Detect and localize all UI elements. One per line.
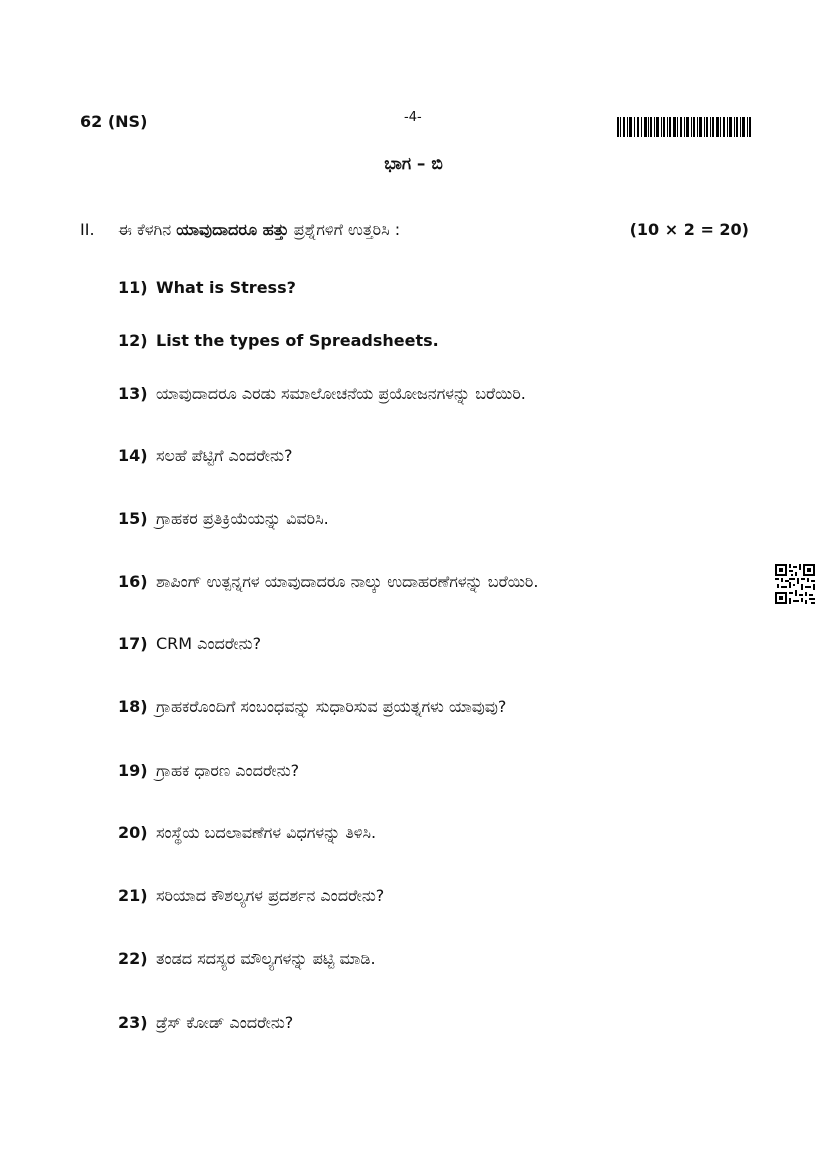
question-text: ಸರಿಯಾದ ಕೌಶಲ್ಯಗಳ ಪ್ರದರ್ಶನ ಎಂದರೇನು? [156, 886, 385, 905]
question-item [118, 278, 296, 297]
question-text: ತಂಡದ ಸದಸ್ಯರ ಮೌಲ್ಯಗಳನ್ನು ಪಟ್ಟಿ ಮಾಡಿ. [156, 949, 376, 968]
question-number: 20) [118, 823, 148, 842]
question-number: 11) [118, 278, 148, 297]
question-number: 22) [118, 949, 148, 968]
question-item [118, 949, 376, 969]
question-number: 21) [118, 886, 148, 905]
question-item [118, 761, 299, 781]
question-item [118, 384, 526, 404]
question-number: 18) [118, 697, 148, 716]
question-item [118, 1013, 293, 1033]
question-text: ಯಾವುದಾದರೂ ಎರಡು ಸಮಾಲೋಚನೆಯ ಪ್ರಯೋಜನಗಳನ್ನು ಬರೆಯಿರಿ. [156, 384, 526, 403]
question-number: 14) [118, 446, 148, 465]
question-text: CRM ಎಂದರೇನು? [156, 634, 262, 653]
question-text: ಗ್ರಾಹಕರ ಪ್ರತಿಕ್ರಿಯೆಯನ್ನು ವಿವರಿಸಿ. [156, 509, 329, 528]
question-item [118, 331, 439, 350]
question-number: 17) [118, 634, 148, 653]
question-number: 12) [118, 331, 148, 350]
question-text: List the types of Spreadsheets. [156, 331, 439, 350]
question-text: ಗ್ರಾಹಕ ಧಾರಣ ಎಂದರೇನು? [156, 761, 300, 780]
question-number: 23) [118, 1013, 148, 1032]
question-text: ಶಾಪಿಂಗ್ ಉತ್ಪನ್ನಗಳ ಯಾವುದಾದರೂ ನಾಲ್ಕು ಉದಾಹರಣೆಗಳನ್ನು ಬರೆಯಿರಿ. [156, 572, 539, 591]
question-number: 19) [118, 761, 148, 780]
question-number: 15) [118, 509, 148, 528]
question-item [118, 509, 329, 529]
question-item [118, 634, 261, 654]
question-item [118, 823, 376, 843]
section-number: II. [80, 220, 95, 239]
paper-code: 62 (NS) [80, 112, 148, 131]
barcode-icon [617, 117, 751, 137]
instruction-bold: ಯಾವುದಾದರೂ ಹತ್ತು [176, 220, 289, 239]
question-item [118, 886, 384, 906]
question-item [118, 446, 292, 466]
question-item [118, 697, 506, 717]
page-number: -4- [404, 110, 422, 125]
section-title: ಭಾಗ – ಬಿ [384, 154, 443, 174]
question-item [118, 572, 538, 592]
instruction-post: ಪ್ರಶ್ನೆಗಳಿಗೆ ಉತ್ತರಿಸಿ : [288, 220, 401, 239]
question-number: 16) [118, 572, 148, 591]
instruction-pre: ಈ ಕೆಳಗಿನ [118, 220, 177, 239]
marks-allocation: (10 × 2 = 20) [629, 220, 749, 239]
instruction-text [118, 220, 400, 240]
question-text: ಸಂಸ್ಥೆಯ ಬದಲಾವಣೆಗಳ ವಿಧಗಳನ್ನು ತಿಳಿಸಿ. [156, 823, 377, 842]
qr-code-icon [775, 564, 815, 604]
question-text: ಡ್ರೆಸ್ ಕೋಡ್ ಎಂದರೇನು? [156, 1013, 294, 1032]
question-text: What is Stress? [156, 278, 296, 297]
question-text: ಗ್ರಾಹಕರೊಂದಿಗೆ ಸಂಬಂಧವನ್ನು ಸುಧಾರಿಸುವ ಪ್ರಯತ್ನಗಳು ಯಾವುವು? [156, 697, 507, 716]
question-text: ಸಲಹೆ ಪೆಟ್ಟಿಗೆ ಎಂದರೇನು? [156, 446, 293, 465]
question-number: 13) [118, 384, 148, 403]
